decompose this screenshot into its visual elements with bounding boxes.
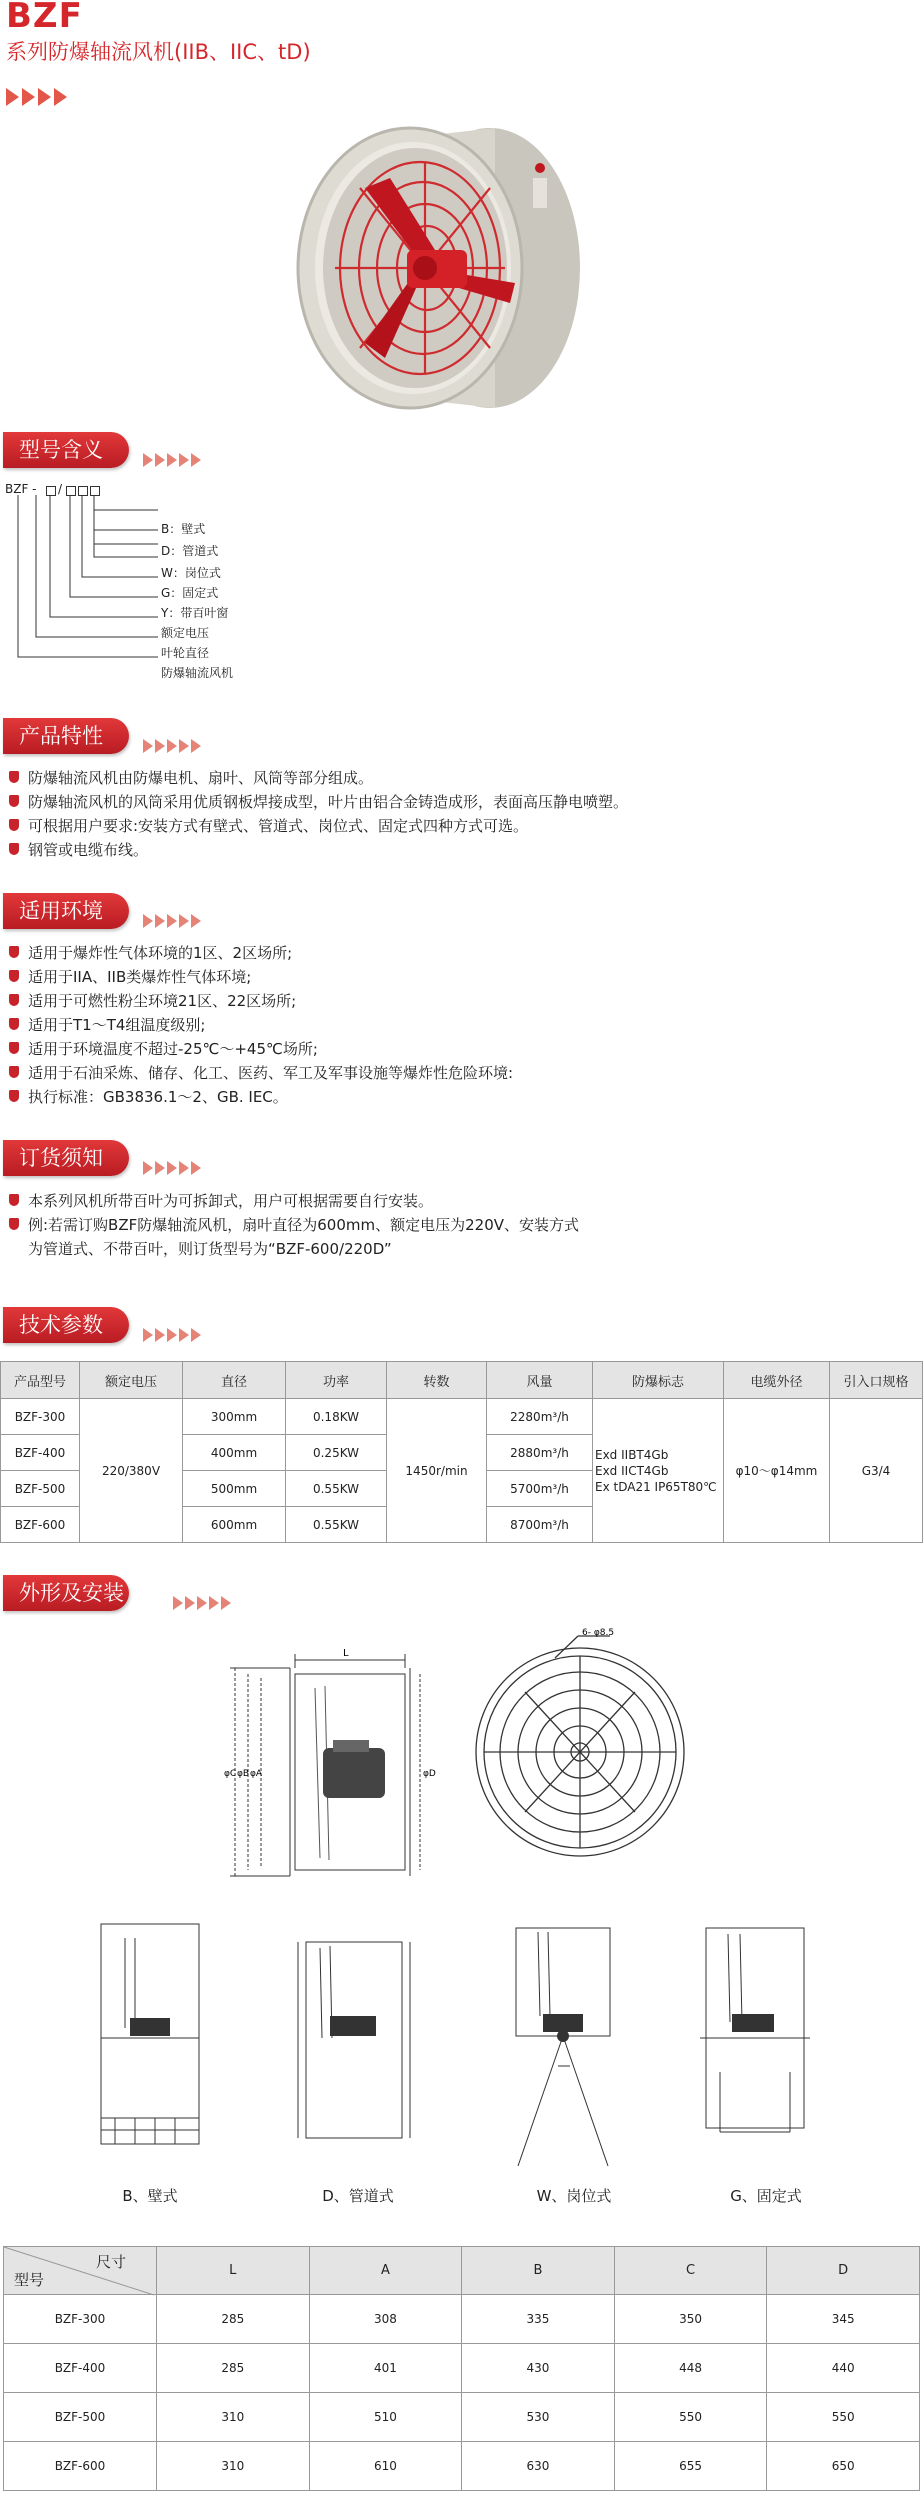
front-view-drawing: [470, 1630, 690, 1860]
spec-cell: BZF-500: [1, 1471, 80, 1507]
dim-cell: 350: [614, 2295, 767, 2344]
install-fixed-drawing: [700, 1922, 810, 2152]
install-type-label: D、管道式: [322, 2187, 394, 2205]
dim-header: L: [157, 2247, 310, 2295]
order-item-cont: [4, 1237, 904, 1261]
dim-cell: 430: [462, 2344, 615, 2393]
spec-header: 额定电压: [80, 1362, 183, 1399]
spec-header: 功率: [286, 1362, 387, 1399]
spec-cell: BZF-300: [1, 1399, 80, 1435]
section-specs-header: 技术参数: [3, 1307, 129, 1343]
dim-corner-bottom: 型号: [14, 2271, 45, 2289]
dim-cell: 650: [767, 2442, 920, 2491]
dim-cell: 610: [309, 2442, 462, 2491]
install-post-drawing: [508, 1926, 618, 2176]
install-wall-drawing: [95, 1918, 205, 2158]
spec-cell: BZF-600: [1, 1507, 80, 1543]
spec-header: 防爆标志: [593, 1362, 724, 1399]
section-order-header: 订货须知: [3, 1140, 129, 1176]
dim-cell: 345: [767, 2295, 920, 2344]
order-list: [4, 1189, 904, 1261]
side-view-drawing: [215, 1648, 436, 1888]
dim-cell: BZF-400: [4, 2344, 157, 2393]
dim-header: D: [767, 2247, 920, 2295]
feature-item: 防爆轴流风机的风筒采用优质钢板焊接成型，叶片由铝合金铸造成形，表面高压静电喷塑。: [4, 790, 904, 814]
section-arrows-icon: [143, 453, 203, 467]
dim-cell: 655: [614, 2442, 767, 2491]
install-type-label: W、岗位式: [536, 2187, 612, 2205]
dim-label: φD: [423, 1769, 436, 1779]
dim-header: B: [462, 2247, 615, 2295]
dim-cell: 550: [767, 2393, 920, 2442]
exmark-line: Exd IIBT4Gb: [595, 1447, 669, 1462]
fan-photo: [295, 118, 625, 418]
spec-cell: 300mm: [183, 1399, 286, 1435]
holes-label: 6- φ8.5: [582, 1628, 615, 1638]
dim-cell: 448: [614, 2344, 767, 2393]
model-slash: /: [58, 482, 63, 496]
feature-item: 可根据用户要求:安装方式有壁式、管道式、岗位式、固定式四种方式可选。: [4, 814, 904, 838]
environment-item: 适用于可燃性粉尘环境21区、22区场所;: [4, 989, 904, 1013]
model-item: 额定电压: [161, 626, 210, 640]
environment-item: 适用于石油采炼、储存、化工、医药、军工及军事设施等爆炸性危险环境:: [4, 1061, 904, 1085]
model-item: B：壁式: [161, 522, 206, 536]
model-item: W：岗位式: [161, 566, 221, 580]
spec-cell: 8700m³/h: [487, 1507, 593, 1543]
spec-cell: 600mm: [183, 1507, 286, 1543]
spec-cell: 0.55KW: [286, 1471, 387, 1507]
spec-cell: 500mm: [183, 1471, 286, 1507]
page-title: BZF: [6, 0, 83, 36]
dim-header: A: [309, 2247, 462, 2295]
order-item-text: 为管道式、不带百叶，则订货型号为“BZF-600/220D”: [28, 1240, 392, 1258]
install-type-label: G、固定式: [730, 2187, 802, 2205]
spec-cell: BZF-400: [1, 1435, 80, 1471]
dim-cell: 308: [309, 2295, 462, 2344]
model-item: 叶轮直径: [161, 646, 210, 660]
spec-cell: 400mm: [183, 1435, 286, 1471]
dimension-table: [3, 2246, 920, 2491]
section-model-header: 型号含义: [3, 432, 129, 468]
environment-item: 适用于T1～T4组温度级别;: [4, 1013, 904, 1037]
spec-header: 电缆外径: [724, 1362, 830, 1399]
environment-item: 适用于爆炸性气体环境的1区、2区场所;: [4, 941, 904, 965]
dim-corner-top: 尺寸: [95, 2253, 126, 2271]
dim-cell: 401: [309, 2344, 462, 2393]
page-subtitle: 系列防爆轴流风机(IIB、IIC、tD): [6, 40, 311, 64]
dim-cell: 310: [157, 2442, 310, 2491]
spec-header: 风量: [487, 1362, 593, 1399]
section-arrows-icon: [143, 914, 203, 928]
spec-header: 引入口规格: [830, 1362, 923, 1399]
dim-cell: BZF-300: [4, 2295, 157, 2344]
section-arrows-icon: [143, 739, 203, 753]
dim-label: φA: [250, 1769, 263, 1779]
order-item: 例:若需订购BZF防爆轴流风机，扇叶直径为600mm、额定电压为220V、安装方式: [4, 1213, 904, 1237]
section-arrows-icon: [143, 1328, 203, 1342]
dim-cell: 440: [767, 2344, 920, 2393]
spec-cell: 0.55KW: [286, 1507, 387, 1543]
dim-label: φB: [237, 1769, 250, 1779]
spec-cell: 2280m³/h: [487, 1399, 593, 1435]
dim-cell: 530: [462, 2393, 615, 2442]
feature-item: 防爆轴流风机由防爆电机、扇叶、风筒等部分组成。: [4, 766, 904, 790]
dim-cell: 630: [462, 2442, 615, 2491]
section-arrows-icon: [173, 1596, 233, 1610]
spec-cell: 220/380V: [80, 1399, 183, 1543]
model-code: [5, 482, 37, 496]
environment-item: 适用于IIA、IIB类爆炸性气体环境;: [4, 965, 904, 989]
dim-label: L: [343, 1648, 349, 1659]
dim-cell: 285: [157, 2344, 310, 2393]
dim-corner: [4, 2247, 157, 2295]
environment-item: 执行标准：GB3836.1～2、GB. IEC。: [4, 1085, 904, 1109]
dim-label: φC: [224, 1769, 237, 1779]
features-list: [4, 766, 904, 862]
dim-cell: 510: [309, 2393, 462, 2442]
dim-cell: 310: [157, 2393, 310, 2442]
install-duct-drawing: [290, 1938, 420, 2148]
spec-cell: 2880m³/h: [487, 1435, 593, 1471]
spec-header: 产品型号: [1, 1362, 80, 1399]
spec-cell: φ10～φ14mm: [724, 1399, 830, 1543]
section-environment-header: 适用环境: [3, 893, 129, 929]
model-code-prefix: BZF -: [5, 482, 37, 496]
spec-cell: 5700m³/h: [487, 1471, 593, 1507]
model-item: 防爆轴流风机: [161, 666, 234, 680]
environment-list: [4, 941, 904, 1109]
header-arrows-icon: [6, 88, 70, 106]
section-features-header: 产品特性: [3, 718, 129, 754]
exmark-line: Ex tDA21 IP65T80℃: [595, 1479, 717, 1494]
dim-cell: 550: [614, 2393, 767, 2442]
dim-cell: BZF-600: [4, 2442, 157, 2491]
environment-item: 适用于环境温度不超过-25℃～+45℃场所;: [4, 1037, 904, 1061]
dim-cell: BZF-500: [4, 2393, 157, 2442]
dim-header: C: [614, 2247, 767, 2295]
spec-cell: 0.25KW: [286, 1435, 387, 1471]
spec-header: 转数: [387, 1362, 487, 1399]
install-type-label: B、壁式: [122, 2187, 178, 2205]
model-item: Y：带百叶窗: [161, 606, 229, 620]
model-code-lines: [0, 495, 170, 685]
dim-cell: 335: [462, 2295, 615, 2344]
order-item: 本系列风机所带百叶为可拆卸式，用户可根据需要自行安装。: [4, 1189, 904, 1213]
model-item: G：固定式: [161, 586, 219, 600]
model-item: D：管道式: [161, 544, 219, 558]
spec-exmark: [593, 1399, 724, 1543]
feature-item: 钢管或电缆布线。: [4, 838, 904, 862]
spec-cell: 0.18KW: [286, 1399, 387, 1435]
section-install-header: 外形及安装: [3, 1575, 129, 1611]
spec-cell: 1450r/min: [387, 1399, 487, 1543]
dim-cell: 285: [157, 2295, 310, 2344]
spec-cell: G3/4: [830, 1399, 923, 1543]
spec-table: [0, 1361, 923, 1543]
exmark-line: Exd IICT4Gb: [595, 1463, 669, 1478]
section-arrows-icon: [143, 1161, 203, 1175]
spec-header: 直径: [183, 1362, 286, 1399]
